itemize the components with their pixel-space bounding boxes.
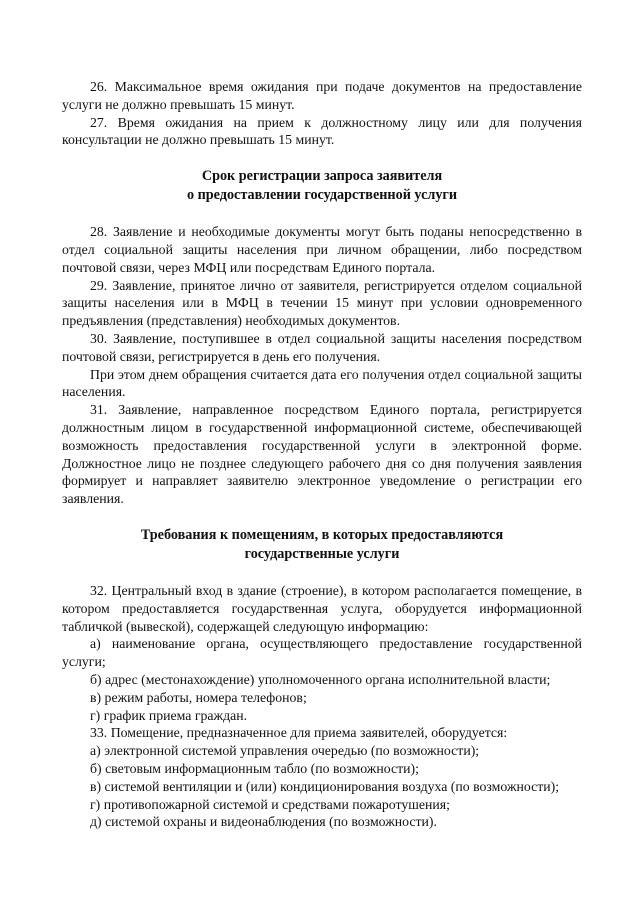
heading-line: о предоставлении государственной услуги	[186, 187, 458, 204]
section-heading-registration	[62, 167, 582, 205]
paragraph-30: 30. Заявление, поступившее в отдел социальной защиты населения посредством почтовой связи, регистрируется в день его получения.	[62, 330, 582, 364]
paragraph-27: 27. Время ожидания на прием к должностному лицу или для получения консультации не должно превышать 15 минут.	[62, 114, 582, 148]
paragraph-30-note: При этом днем обращения считается дата его получения отдел социальной защиты населения.	[62, 366, 582, 400]
paragraph-29: 29. Заявление, принятое лично от заявителя, регистрируется отделом социальной защиты населения или в МФЦ в течении 15 минут при условии одновременного предъявления (представления) необходимых документов.	[62, 277, 582, 329]
list-item-33b: б) световым информационным табло (по возможности);	[90, 760, 419, 776]
paragraph-28: 28. Заявление и необходимые документы могут быть поданы непосредственно в отдел социальной защиты населения при личном обращении, либо посредством почтовой связи, через МФЦ или посредствам Единого портала.	[62, 224, 582, 275]
section-heading-premises	[62, 526, 582, 564]
heading-line: Срок регистрации запроса заявителя	[201, 168, 443, 185]
list-item-33a: а) электронной системой управления очередью (по возможности);	[90, 743, 480, 759]
list-item-33d: г) противопожарной системой и средствами пожаротушения;	[90, 796, 450, 812]
paragraph-31: 31. Заявление, направленное посредством Единого портала, регистрируется должностным лицом в государственной информационной системе, обеспечивающей возможность предоставления государственной услуги в электронной форме. Должностное лицо не позднее следующего рабочего дня со дня получения заявления формирует и направляет заявителю электронное уведомление о регистрации его заявления.	[62, 402, 582, 507]
list-item-32b: б) адрес (местонахождение) уполномоченного органа исполнительной власти;	[90, 671, 551, 687]
list-item-32c: в) режим работы, номера телефонов;	[90, 689, 307, 705]
heading-line: государственные услуги	[244, 545, 400, 562]
list-item-33c: в) системой вентиляции и (или) кондиционирования воздуха (по возможности);	[90, 778, 560, 794]
paragraph-26: 26. Максимальное время ожидания при подаче документов на предоставление услуги не должно превышать 15 минут.	[62, 79, 582, 112]
list-item-32d: г) график приема граждан.	[90, 707, 248, 723]
list-item-33e: д) системой охраны и видеонаблюдения (по возможности).	[90, 814, 437, 830]
paragraph-32: 32. Центральный вход в здание (строение), в котором располагается помещение, в котором предоставляется государственная услуга, оборудуется информационной табличкой (вывеской), содержащей следующую информацию:	[62, 582, 582, 634]
paragraph-33: 33. Помещение, предназначенное для приема заявителей, оборудуется:	[90, 725, 508, 741]
heading-line: Требования к помещениям, в которых предоставляются	[140, 526, 504, 543]
list-item-32a: а) наименование органа, осуществляющего предоставление государственной услуги;	[62, 636, 582, 670]
document-page	[62, 78, 582, 831]
